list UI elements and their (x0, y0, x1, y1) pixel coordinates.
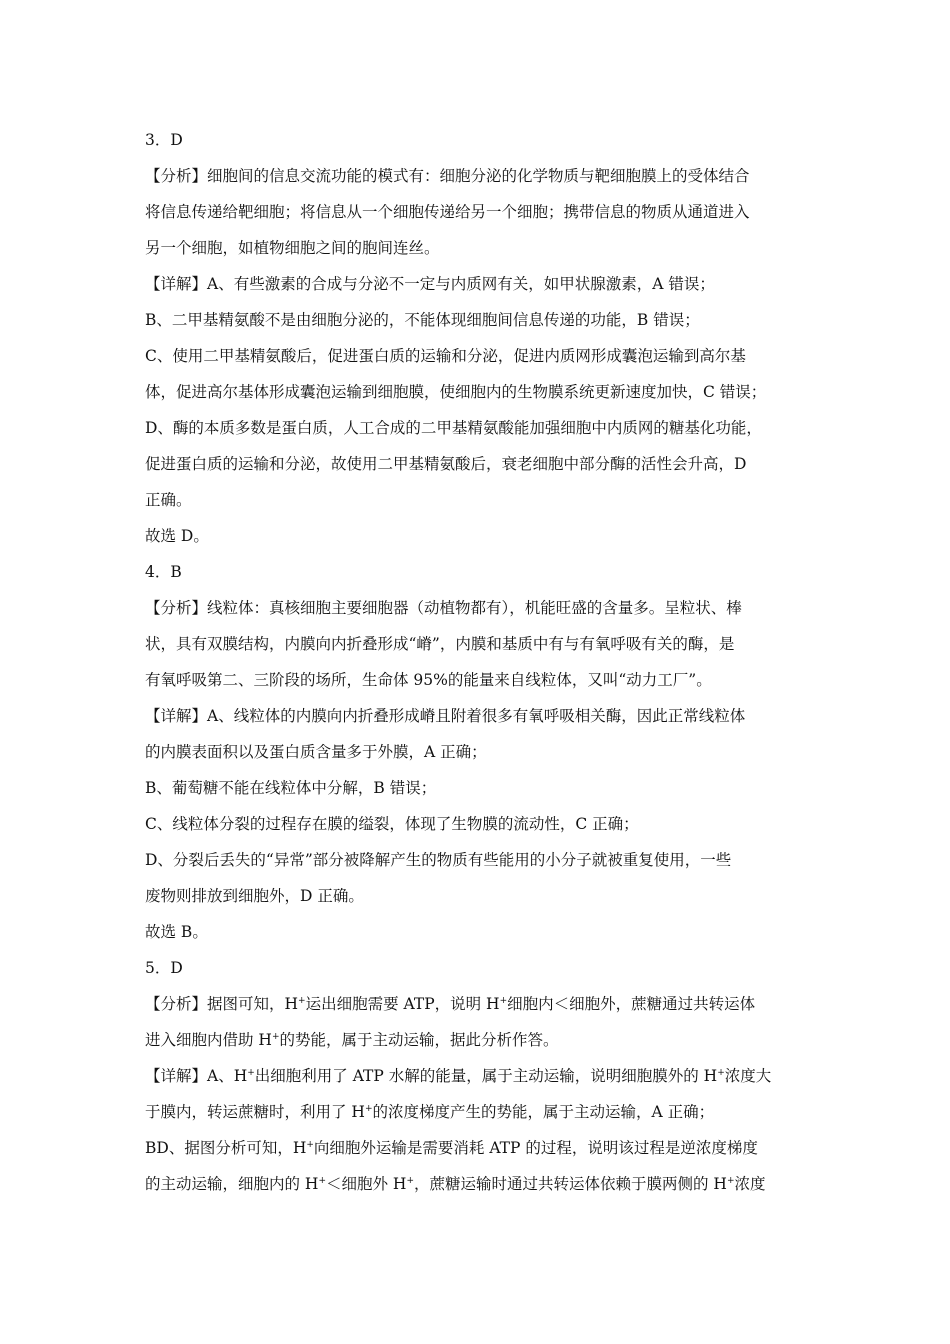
q3-detail-line: 体，促进高尔基体形成囊泡运输到细胞膜，使细胞内的生物膜系统更新速度加快，C 错误； (145, 383, 767, 401)
q4-analysis-line: 有氧呼吸第二、三阶段的场所，生命体 95%的能量来自线粒体，又叫“动力工厂”。 (145, 671, 712, 689)
q3-analysis-line: 另一个细胞，如植物细胞之间的胞间连丝。 (145, 239, 440, 257)
q3-analysis-line: 将信息传递给靶细胞；将信息从一个细胞传递给另一个细胞；携带信息的物质从通道进入 (145, 203, 750, 221)
q5-detail-line: 【详解】A、H+出细胞利用了 ATP 水解的能量，属于主动运输，说明细胞膜外的 H+浓度大 (145, 1067, 772, 1085)
q3-detail-line: 促进蛋白质的运输和分泌，故使用二甲基精氨酸后，衰老细胞中部分酶的活性会升高，D (145, 455, 747, 473)
q5-detail-line: 于膜内，转运蔗糖时，利用了 H+的浓度梯度产生的势能，属于主动运输，A 正确； (145, 1103, 715, 1121)
q3-conclusion: 故选 D。 (145, 527, 209, 545)
q5-analysis-line: 进入细胞内借助 H+的势能，属于主动运输，据此分析作答。 (145, 1031, 559, 1049)
q5-analysis-line: 【分析】据图可知，H+运出细胞需要 ATP，说明 H+细胞内＜细胞外，蔗糖通过共转运体 (145, 995, 756, 1013)
q4-analysis-line: 状，具有双膜结构，内膜向内折叠形成“嵴”，内膜和基质中有与有氧呼吸有关的酶，是 (145, 635, 735, 653)
q5-detail-line: BD、据图分析可知，H+向细胞外运输是需要消耗 ATP 的过程，说明该过程是逆浓度梯度 (145, 1139, 758, 1157)
document-page (145, 122, 810, 1202)
q4-detail-line: 的内膜表面积以及蛋白质含量多于外膜，A 正确； (145, 743, 487, 761)
question-5-answer: 5．D (145, 959, 183, 977)
question-3-answer: 3．D (145, 131, 183, 149)
q4-detail-line: B、葡萄糖不能在线粒体中分解，B 错误； (145, 779, 437, 797)
q3-detail-line: 正确。 (145, 491, 192, 509)
q4-detail-line: 【详解】A、线粒体的内膜向内折叠形成嵴且附着很多有氧呼吸相关酶，因此正常线粒体 (145, 707, 746, 725)
q3-analysis-line: 【分析】细胞间的信息交流功能的模式有：细胞分泌的化学物质与靶细胞膜上的受体结合 (145, 167, 750, 185)
q4-conclusion: 故选 B。 (145, 923, 208, 941)
q3-detail-line: B、二甲基精氨酸不是由细胞分泌的，不能体现细胞间信息传递的功能，B 错误； (145, 311, 700, 329)
question-4-answer: 4．B (145, 563, 182, 581)
q4-analysis-line: 【分析】线粒体：真核细胞主要细胞器（动植物都有），机能旺盛的含量多。呈粒状、棒 (145, 599, 742, 617)
q3-detail-line: D、酶的本质多数是蛋白质，人工合成的二甲基精氨酸能加强细胞中内质网的糖基化功能， (145, 419, 762, 437)
q5-detail-line: 的主动运输，细胞内的 H+＜细胞外 H+，蔗糖运输时通过共转运体依赖于膜两侧的 H+浓度 (145, 1175, 766, 1193)
q3-detail-line: C、使用二甲基精氨酸后，促进蛋白质的运输和分泌，促进内质网形成囊泡运输到高尔基 (145, 347, 746, 365)
q4-detail-line: 废物则排放到细胞外，D 正确。 (145, 887, 364, 905)
q4-detail-line: C、线粒体分裂的过程存在膜的缢裂，体现了生物膜的流动性，C 正确； (145, 815, 639, 833)
q3-detail-line: 【详解】A、有些激素的合成与分泌不一定与内质网有关，如甲状腺激素，A 错误； (145, 275, 715, 293)
q4-detail-line: D、分裂后丢失的“异常”部分被降解产生的物质有些能用的小分子就被重复使用，一些 (145, 851, 732, 869)
